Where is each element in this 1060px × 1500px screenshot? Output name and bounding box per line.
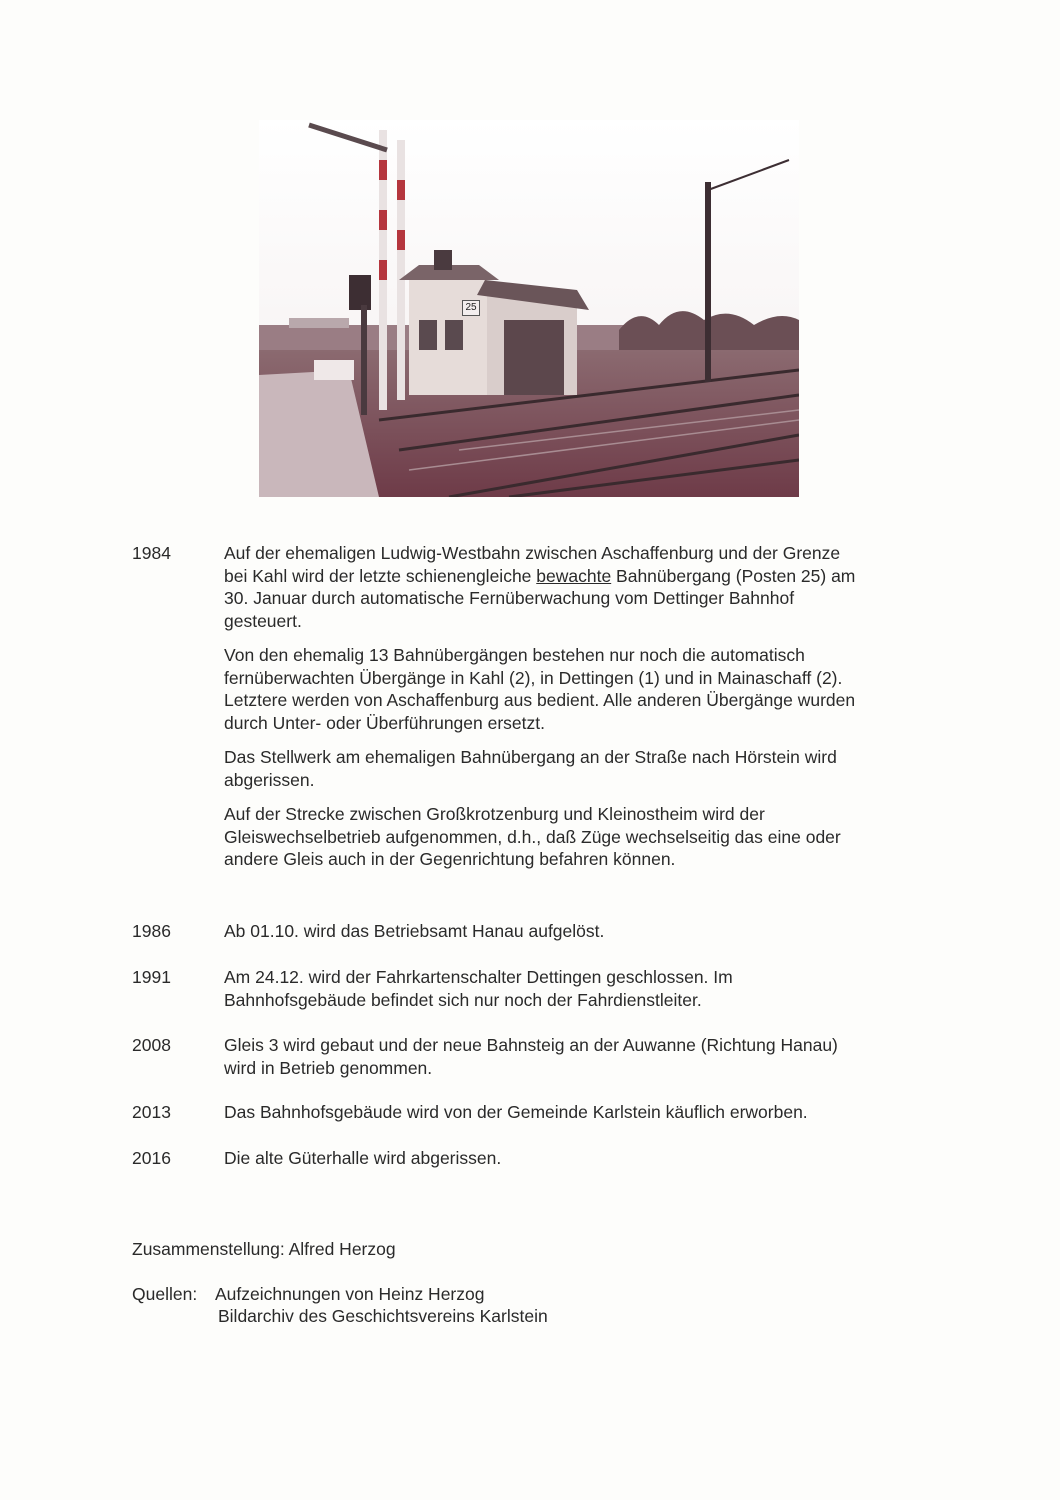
paragraph [224,644,934,734]
compiled-by: Zusammenstellung: Alfred Herzog [132,1239,396,1259]
text-line: abgerissen. [224,769,315,790]
text-line: Von den ehemalig 13 Bahnübergängen bestehen nur noch die automatisch [224,645,805,665]
entry-year: 1986 [132,921,171,941]
text-line: fernüberwachten Übergänge in Kahl (2), in Dettingen (1) und in Mainaschaff (2). [224,667,843,688]
entry-text-2008 [224,1034,934,1079]
post-number-sign: 25 [462,300,480,316]
entry-text-1984 [224,542,934,883]
text-line: Auf der Strecke zwischen Großkrotzenburg und Kleinostheim wird der [224,804,765,824]
entry-text-2013 [224,1101,934,1124]
text-line: Bahnübergang (Posten 25) am [611,565,856,586]
text-line: 30. Januar durch automatische Fernüberwachung vom Dettinger Bahnhof [224,588,795,608]
underlined-word: bewachte [536,565,612,586]
text-line: Ab 01.10. wird das Betriebsamt Hanau aufgelöst. [224,921,605,941]
text-line: Das Bahnhofsgebäude wird von der Gemeinde Karlstein käuflich erworben. [224,1102,808,1122]
text-line: Gleis 3 wird gebaut und der neue Bahnsteig an der Auwanne (Richtung Hanau) [224,1035,838,1055]
text-line: wird in Betrieb genommen. [224,1057,433,1078]
entry-text-1991 [224,966,934,1011]
text-line: Das Stellwerk am ehemaligen Bahnübergang an der Straße nach Hörstein wird [224,747,837,767]
text-line: gesteuert. [224,610,302,631]
text-line: bei Kahl wird der letzte schienengleiche [224,565,537,586]
railway-crossing-photo [259,120,799,497]
entry-year: 1984 [132,543,171,563]
text-line: andere Gleis auch in der Gegenrichtung befahren können. [224,849,676,869]
paragraph [224,746,934,791]
source-item: Bildarchiv des Geschichtsvereins Karlstein [218,1306,548,1326]
entry-year: 2008 [132,1035,171,1055]
text-line: Bahnhofsgebäude befindet sich nur noch der Fahrdienstleiter. [224,989,702,1010]
photo-illustration [259,120,799,497]
paragraph [224,803,934,871]
text-line: durch Unter- oder Überführungen ersetzt. [224,712,545,733]
source-item: Aufzeichnungen von Heinz Herzog [215,1284,485,1304]
text-line: Am 24.12. wird der Fahrkartenschalter Dettingen geschlossen. Im [224,967,733,987]
text-line: Letztere werden von Aschaffenburg aus bedient. Alle anderen Übergänge wurden [224,690,856,710]
entry-text-2016 [224,1147,934,1170]
entry-year: 2013 [132,1102,171,1122]
text-line: Die alte Güterhalle wird abgerissen. [224,1148,502,1168]
sources-label: Quellen: [132,1284,198,1304]
entry-text-1986 [224,920,934,943]
entry-year: 2016 [132,1148,171,1168]
text-line: Auf der ehemaligen Ludwig-Westbahn zwischen Aschaffenburg und der Grenze [224,543,841,563]
paragraph [224,542,934,632]
text-line: Gleiswechselbetrieb aufgenommen, d.h., daß Züge wechselseitig das eine oder [224,826,841,847]
entry-year: 1991 [132,967,171,987]
